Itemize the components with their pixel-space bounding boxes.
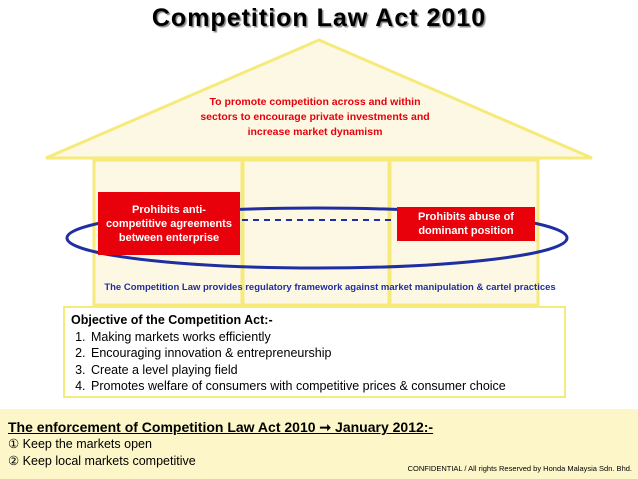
objective-item: 4. Promotes welfare of consumers with competitive prices & consumer choice	[89, 378, 558, 395]
pillar-abuse-dominance-label: Prohibits abuse of dominant position	[418, 211, 514, 237]
objective-list	[71, 329, 558, 395]
objective-box	[63, 306, 566, 398]
objective-item: 3. Create a level playing field	[89, 362, 558, 379]
enforcement-item: ② Keep local markets competitive	[8, 454, 196, 468]
pillar-anti-competitive-box	[98, 192, 240, 255]
confidential-notice: CONFIDENTIAL / All rights Reserved by Honda Malaysia Sdn. Bhd.	[407, 464, 632, 473]
objective-heading: Objective of the Competition Act:-	[71, 313, 273, 327]
roof-goal-text: To promote competition across and within sectors to encourage private investments and increase market dynamism	[200, 96, 430, 138]
pillar-anti-competitive-label: Prohibits anti-competitive agreements between enterprise	[106, 203, 232, 244]
pillar-abuse-dominance-box	[397, 207, 535, 241]
page-title: Competition Law Act 2010	[151, 4, 487, 32]
enforcement-item: ① Keep the markets open	[8, 437, 152, 451]
framework-caption: The Competition Law provides regulatory framework against market manipulation & cartel practices	[104, 282, 556, 293]
objective-item: 1. Making markets works efficiently	[89, 329, 558, 346]
objective-item: 2. Encouraging innovation & entrepreneurship	[89, 345, 558, 362]
enforcement-heading: The enforcement of Competition Law Act 2010 ➞ January 2012:-	[8, 419, 434, 435]
